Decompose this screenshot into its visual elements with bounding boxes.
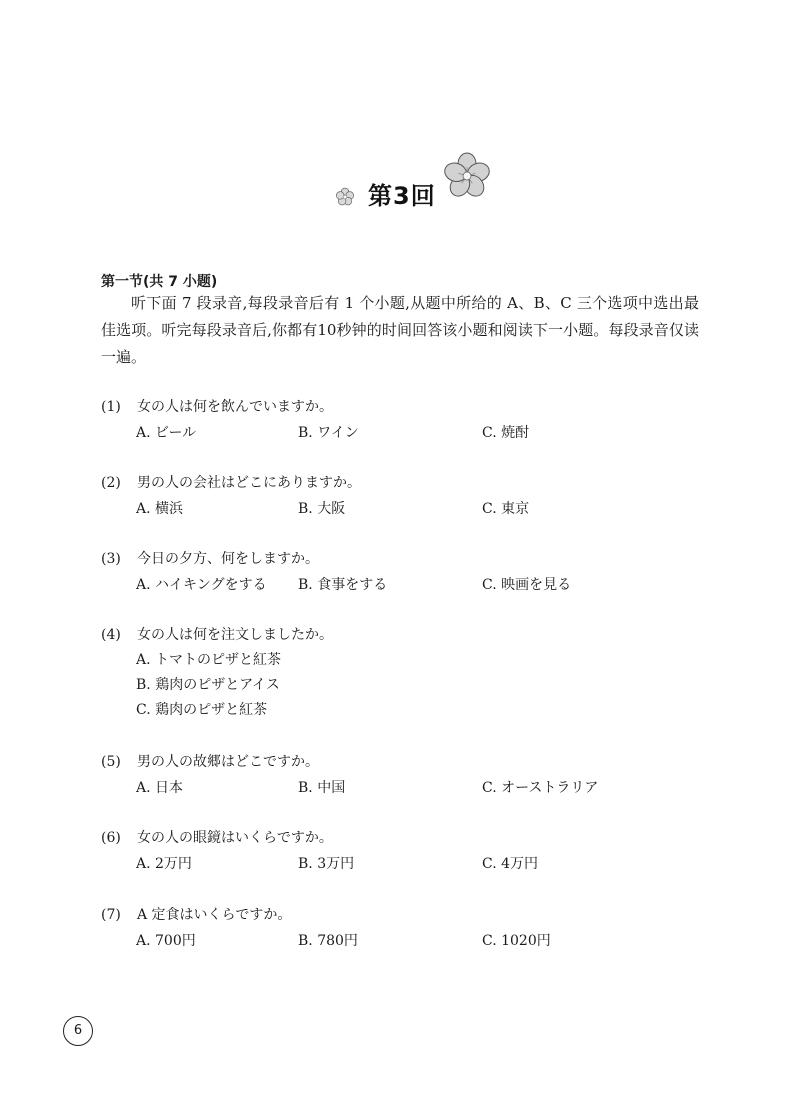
option-b: B. 大阪 [298,501,346,517]
option-c: C. 焼酎 [482,425,530,441]
question-number: (5) [101,754,121,770]
option-b: B. ワイン [298,425,359,441]
page-number: 6 [63,1016,93,1046]
option-c: C. オーストラリア [482,780,599,796]
question-number: (1) [101,399,121,415]
plum-blossom-small-icon [334,186,356,208]
option-b: B. 780円 [298,933,358,949]
option-c: C. 鶏肉のピザと紅茶 [136,702,268,718]
question-text: 女の人の眼鏡はいくらですか。 [137,830,333,846]
question-text: 今日の夕方、何をしますか。 [137,551,319,567]
question-6 [101,825,701,877]
question-7 [101,902,701,954]
question-number: (2) [101,475,121,491]
question-text: 男の人の故郷はどこですか。 [137,754,319,770]
option-b: B. 3万円 [298,856,355,872]
question-number: (6) [101,830,121,846]
option-c: C. 1020円 [482,933,551,949]
option-c: C. 4万円 [482,856,539,872]
question-5 [101,749,701,801]
option-c: C. 東京 [482,501,530,517]
section-instructions: 听下面 7 段录音,每段录音后有 1 个小题,从题中所给的 A、B、C 三个选项中选出最佳选项。听完每段录音后,你都有10秒钟的时间回答该小题和阅读下一小题。每段录音仅读一遍。 [101,294,699,366]
question-number: (4) [101,627,121,643]
title-area [0,148,800,228]
question-text: 男の人の会社はどこにありますか。 [137,475,361,491]
question-text: 女の人は何を飲んでいますか。 [137,399,333,415]
question-2 [101,470,701,522]
option-b: B. 中国 [298,780,346,796]
plum-blossom-icon [441,150,493,202]
option-a: A. 日本 [136,780,184,796]
question-text: A 定食はいくらですか。 [137,907,292,923]
option-b: B. 食事をする [298,577,388,593]
option-b: B. 鶏肉のピザとアイス [136,677,280,693]
option-a: A. 2万円 [136,856,192,872]
option-a: A. 横浜 [136,501,184,517]
question-number: (7) [101,907,121,923]
page-title: 第3回 [368,182,436,210]
option-a: A. ビール [136,425,197,441]
option-a: A. ハイキングをする [136,577,267,593]
question-3 [101,546,701,598]
question-text: 女の人は何を注文しましたか。 [137,627,333,643]
option-c: C. 映画を見る [482,577,572,593]
question-4 [101,622,701,723]
section-heading: 第一节(共 7 小题) [101,274,218,290]
option-a: A. トマトのピザと紅茶 [136,652,282,668]
option-a: A. 700円 [136,933,196,949]
question-number: (3) [101,551,121,567]
question-1 [101,394,701,446]
